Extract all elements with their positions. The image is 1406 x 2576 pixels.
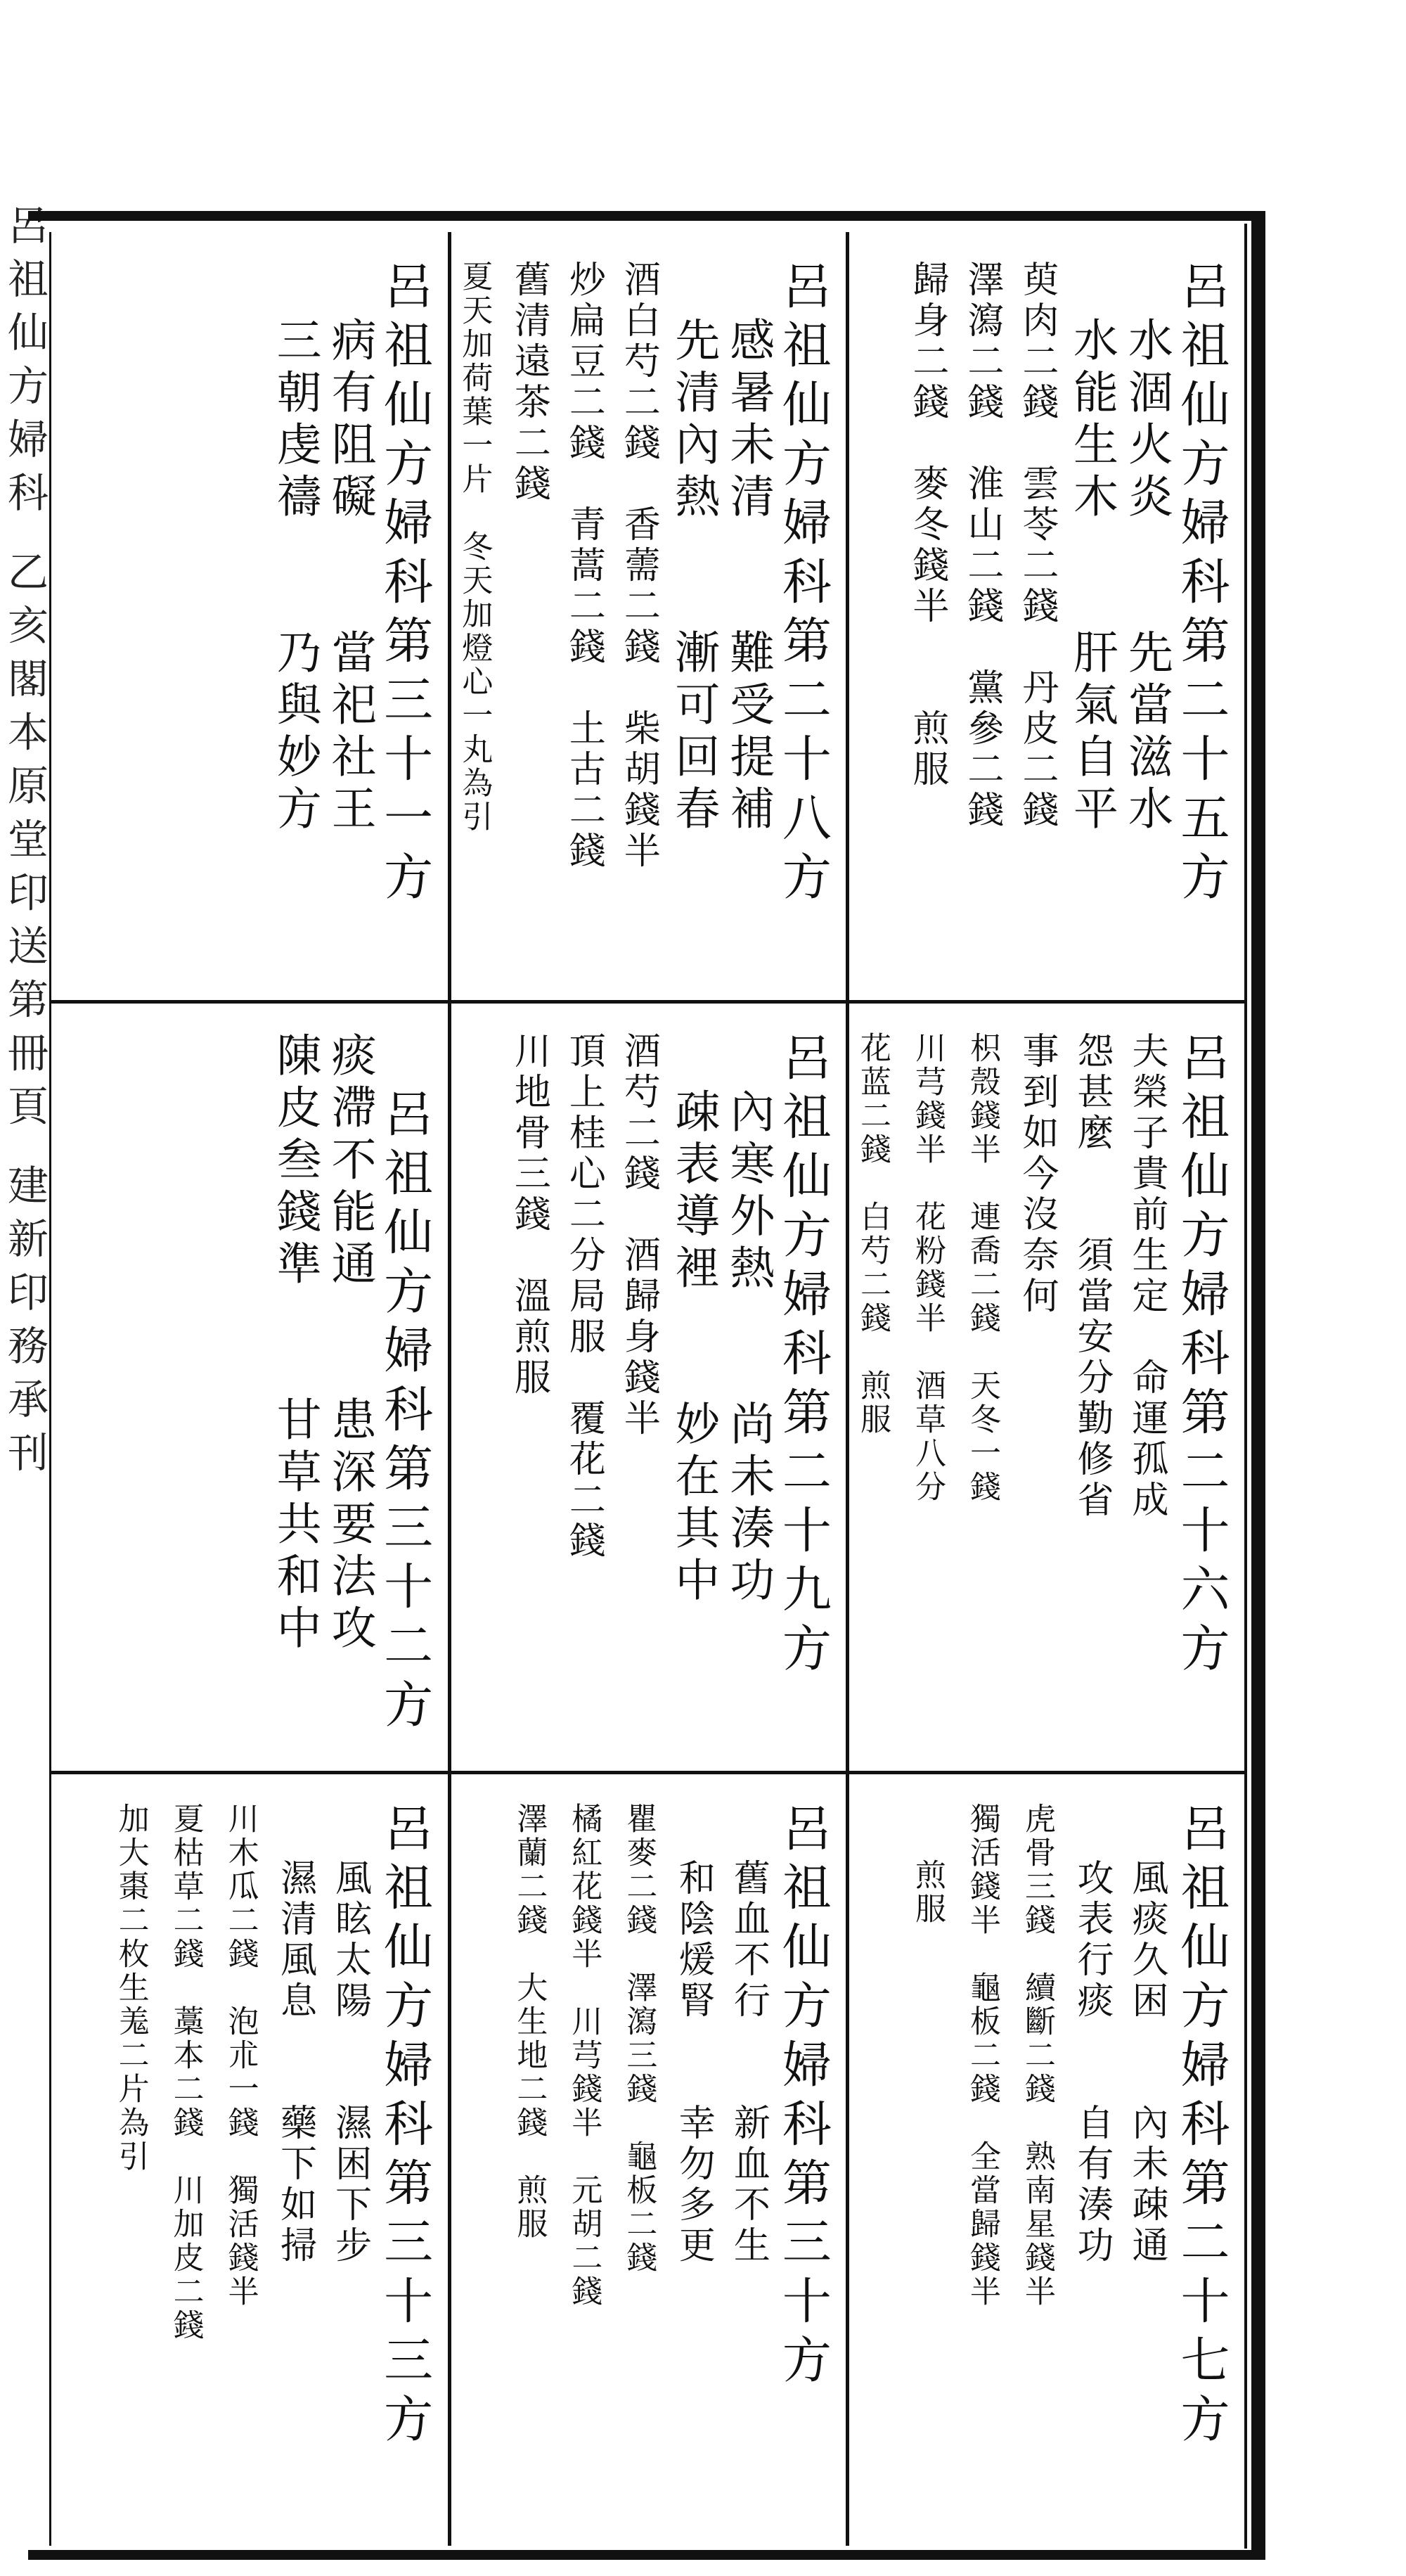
recipe-line: 痰滯不能通 患深要法攻 (323, 1031, 376, 1656)
recipe-title: 呂祖仙方婦科第三十方 (774, 1802, 832, 2394)
recipe-grid (49, 232, 1244, 2546)
recipe-line: 澤蘭二錢 大生地二錢 煎服 (511, 1802, 548, 2242)
recipe-line: 疎表導裡 妙在其中 (667, 1087, 720, 1608)
recipe-line: 酒白芍二錢 香薷二錢 柴胡錢半 (617, 260, 660, 872)
recipe-line: 瞿麥二錢 澤瀉三錢 龜板二錢 (621, 1802, 657, 2276)
recipe-line: 感暑未清 難受提補 (722, 316, 775, 837)
recipe-line: 花蓝二錢 白芍二錢 煎服 (855, 1031, 891, 1437)
recipe-title: 呂祖仙方婦科第二十九方 (774, 1031, 832, 1681)
recipe-line: 病有阻礙 當祀社王 (323, 316, 376, 837)
recipe-line: 萸肉二錢 雲苓二錢 丹皮二錢 (1016, 260, 1058, 831)
recipe-line: 煎服 (910, 1859, 946, 1927)
recipe-line: 陳皮叁錢準 甘草共和中 (269, 1031, 321, 1656)
recipe-title: 呂祖仙方婦科第三十二方 (375, 1087, 434, 1738)
recipe-title: 呂祖仙方婦科第二十八方 (774, 260, 832, 910)
recipe-title: 呂祖仙方婦科第二十六方 (1173, 1031, 1230, 1681)
recipe-title: 呂祖仙方婦科第三十一方 (375, 260, 434, 910)
recipe-cell-27 (846, 1774, 1244, 2546)
recipe-cell-28 (448, 232, 846, 1004)
recipe-line: 濕清風息 藥下如掃 (273, 1859, 316, 2267)
recipe-title: 呂祖仙方婦科第三十三方 (375, 1802, 434, 2453)
recipe-line: 水涸火炎 先當滋水 (1121, 316, 1173, 837)
recipe-line: 夏天加荷葉一片 冬天加燈心一丸為引 (456, 260, 493, 834)
recipe-line: 頂上桂心二分局服 覆花二錢 (562, 1031, 605, 1562)
recipe-line: 事到如今沒奈何 (1016, 1031, 1058, 1317)
recipe-line: 怨甚麼 須當安分勤修省 (1071, 1031, 1113, 1521)
recipe-line: 澤瀉二錢 淮山二錢 黨參二錢 (961, 260, 1003, 831)
recipe-line: 獨活錢半 龜板二錢 全當歸錢半 (965, 1802, 1000, 2309)
recipe-line: 夫榮子貴前生定 命運孤成 (1126, 1031, 1168, 1521)
frame-inner-line (1244, 224, 1247, 2549)
recipe-line: 風痰久困 內未疎通 (1126, 1859, 1168, 2267)
margin-strip: 呂祖仙方婦科 乙亥閣本原堂印送第冊頁 建新印務承刊 (1, 204, 49, 1485)
recipe-line: 攻表行痰 自有湊功 (1071, 1859, 1113, 2267)
recipe-line: 枳殼錢半 連喬二錢 天冬一錢 (965, 1031, 1000, 1504)
recipe-cell-33 (49, 1774, 448, 2546)
recipe-line: 風眩太陽 濕困下步 (328, 1859, 371, 2267)
recipe-line: 加大棗二枚生羗二片為引 (112, 1802, 149, 2174)
recipe-line: 舊清遠茶二錢 (508, 260, 550, 505)
recipe-line: 舊血不行 新血不生 (727, 1859, 770, 2267)
recipe-line: 內寒外熱 尚未湊功 (722, 1087, 775, 1608)
recipe-cell-30 (448, 1774, 846, 2546)
recipe-title: 呂祖仙方婦科第二十七方 (1173, 1802, 1230, 2453)
recipe-cell-26 (846, 1004, 1244, 1775)
recipe-cell-31 (49, 232, 448, 1004)
recipe-line: 歸身二錢 麥冬錢半 煎服 (906, 260, 948, 790)
recipe-line: 川地骨三錢 溫煎服 (508, 1031, 550, 1399)
recipe-cell-29 (448, 1004, 846, 1775)
recipe-line: 夏枯草二錢 藁本二錢 川加皮二錢 (167, 1802, 204, 2343)
recipe-line: 川木瓜二錢 泡朮一錢 獨活錢半 (222, 1802, 259, 2309)
recipe-line: 酒芍二錢 酒歸身錢半 (617, 1031, 660, 1440)
recipe-cell-32 (49, 1004, 448, 1775)
recipe-line: 先清內熱 漸可回春 (667, 316, 720, 837)
recipe-title: 呂祖仙方婦科第二十五方 (1173, 260, 1230, 910)
recipe-cell-25 (846, 232, 1244, 1004)
recipe-line: 川芎錢半 花粉錢半 酒草八分 (910, 1031, 946, 1504)
recipe-line: 橘紅花錢半 川芎錢半 元胡二錢 (566, 1802, 602, 2309)
recipe-line: 水能生木 肝氣自平 (1066, 316, 1118, 837)
recipe-line: 三朝虔禱 乃與妙方 (269, 316, 321, 837)
recipe-line: 虎骨三錢 續斷二錢 熟南星錢半 (1019, 1802, 1055, 2309)
recipe-line: 和陰煖腎 幸勿多更 (672, 1859, 715, 2267)
recipe-line: 炒扁豆二錢 青蒿二錢 土古二錢 (562, 260, 605, 872)
